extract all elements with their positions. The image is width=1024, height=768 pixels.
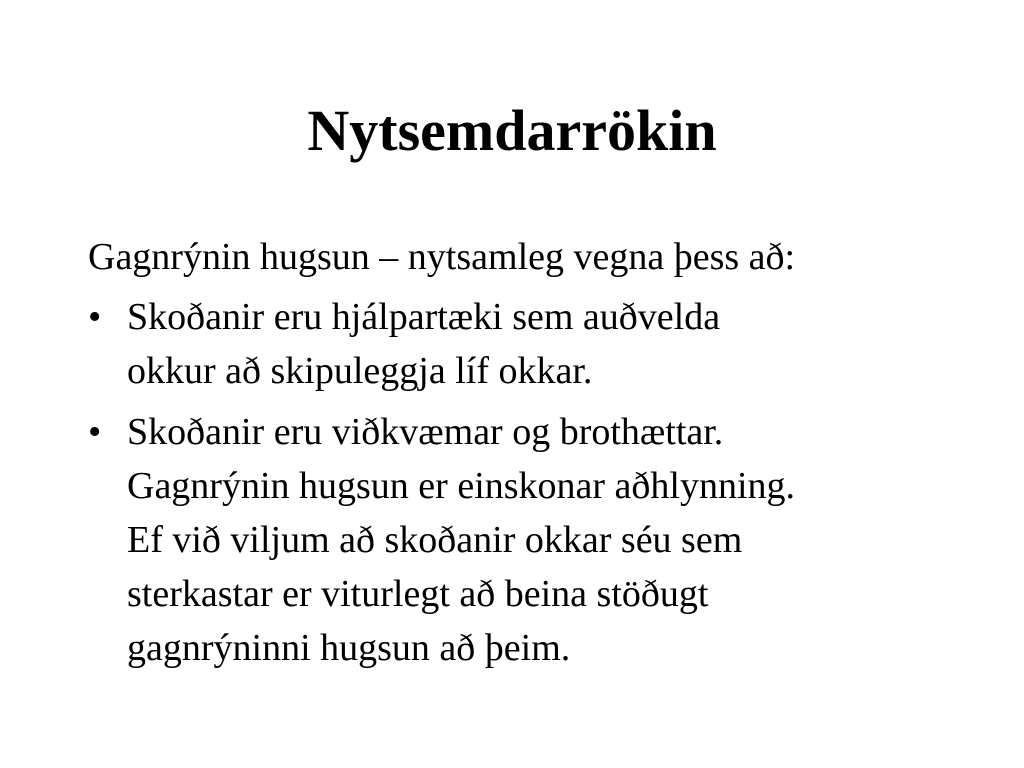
bullet-line: okkur að skipuleggja líf okkar. xyxy=(127,350,593,392)
bullet-line: Ef við viljum að skoðanir okkar séu sem xyxy=(127,519,743,561)
bullet-item-2 xyxy=(88,405,968,675)
bullet-icon: • xyxy=(88,296,102,338)
bullet-line: Skoðanir eru viðkvæmar og brothættar. xyxy=(127,411,724,453)
bullet-line: Gagnrýnin hugsun er einskonar aðhlynning. xyxy=(127,465,796,507)
bullet-line: Skoðanir eru hjálpartæki sem auðvelda xyxy=(127,296,721,338)
bullet-item-1 xyxy=(88,290,968,398)
bullet-line: gagnrýninni hugsun að þeim. xyxy=(127,627,571,669)
bullet-list xyxy=(88,290,968,675)
bullet-line: sterkastar er viturlegt að beina stöðugt xyxy=(127,573,709,615)
bullet-icon: • xyxy=(88,411,102,453)
slide-title: Nytsemdarrökin xyxy=(307,98,717,163)
slide-body xyxy=(88,230,968,682)
intro-text: Gagnrýnin hugsun – nytsamleg vegna þess að: xyxy=(88,236,796,278)
